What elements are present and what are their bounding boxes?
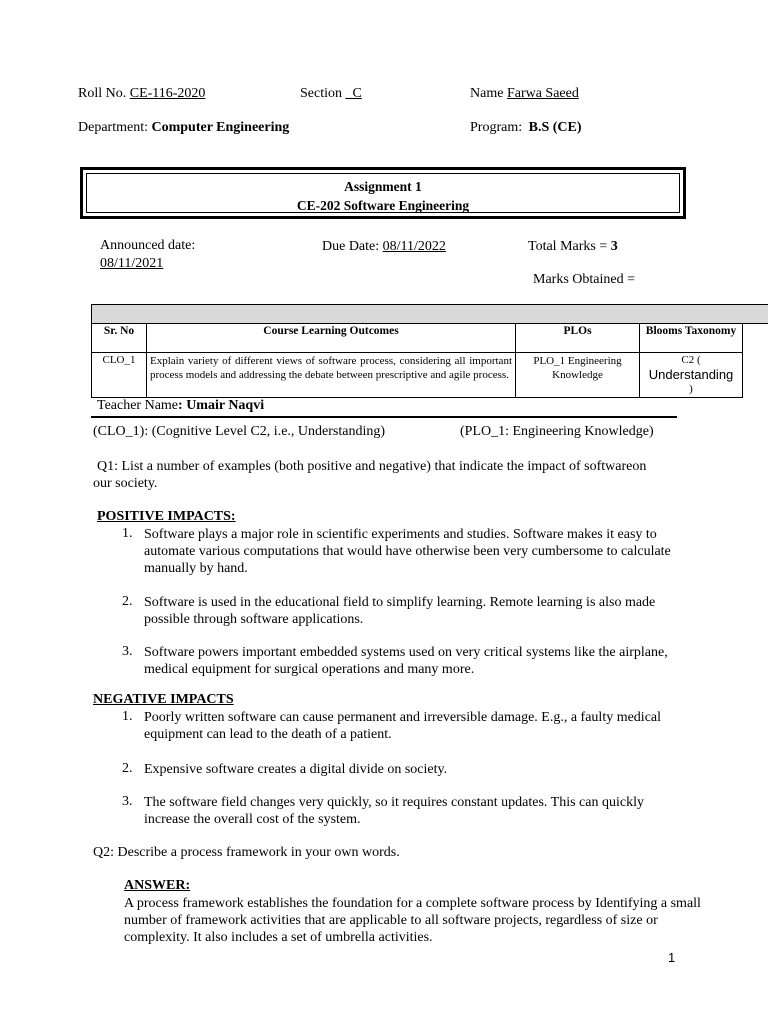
list-number: 2. bbox=[122, 594, 133, 609]
due-label: Due Date: bbox=[322, 239, 380, 254]
list-number: 2. bbox=[122, 761, 133, 776]
list-number: 3. bbox=[122, 794, 133, 809]
roll-label: Roll No. bbox=[78, 86, 127, 101]
roll-value: CE-116-2020 bbox=[129, 86, 206, 101]
question-1: Q1: List a number of examples (both positive and negative) that indicate the impact of softwareon our society. bbox=[93, 459, 647, 491]
header-sr-no: Sr. No bbox=[92, 324, 147, 353]
department-label: Department: bbox=[78, 120, 148, 135]
due-date bbox=[322, 239, 446, 255]
name-label: Name bbox=[470, 86, 504, 101]
total-label: Total Marks = bbox=[528, 239, 608, 254]
teacher-label: Teacher Name bbox=[97, 398, 179, 413]
course-title: CE-202 Software Engineering bbox=[296, 198, 470, 213]
negative-item-2: Expensive software creates a digital divide on society. bbox=[144, 762, 448, 777]
header-outcomes: Course Learning Outcomes bbox=[147, 324, 516, 353]
cell-outcome: Explain variety of different views of software process, considering all important process models and addressing the debate between prescriptive and agile process. bbox=[147, 353, 516, 398]
cell-sr: CLO_1 bbox=[92, 353, 147, 398]
department-value: Computer Engineering bbox=[151, 120, 290, 135]
cell-blooms bbox=[640, 353, 743, 398]
page-number: 1 bbox=[668, 950, 676, 965]
marks-obtained: Marks Obtained = bbox=[533, 272, 635, 287]
clo-table bbox=[91, 323, 743, 398]
program-value: B.S (CE) bbox=[528, 120, 582, 135]
teacher-rule bbox=[91, 416, 677, 418]
department bbox=[78, 120, 289, 136]
announced-label: Announced date: bbox=[100, 238, 196, 253]
total-marks bbox=[528, 239, 618, 255]
answer-text: A process framework establishes the foundation for a complete software process by Identifying a small number of framework activities that are applicable to all software projects, regardless of size or complexity. It also includes a set of umbrella activities. bbox=[124, 896, 701, 945]
blooms-b: Understanding bbox=[648, 367, 734, 382]
section-value: _C bbox=[345, 86, 362, 101]
plo-level: (PLO_1: Engineering Knowledge) bbox=[460, 424, 654, 439]
due-value: 08/11/2022 bbox=[382, 239, 446, 254]
positive-item-2: Software is used in the educational field to simplify learning. Remote learning is also made possible through software applications. bbox=[144, 595, 656, 627]
negative-heading: NEGATIVE IMPACTS bbox=[93, 692, 234, 707]
clo-level: (CLO_1): (Cognitive Level C2, i.e., Understanding) bbox=[93, 424, 385, 439]
program bbox=[470, 120, 582, 136]
positive-item-1: Software plays a major role in scientific experiments and studies. Software makes it easy to automate various computations that would have otherwise been very cumbersome to calculate manually by hand. bbox=[144, 527, 671, 576]
answer-heading: ANSWER: bbox=[124, 878, 191, 893]
teacher-name bbox=[97, 398, 264, 414]
program-label: Program: bbox=[470, 120, 523, 135]
assignment-title-inner bbox=[86, 173, 680, 213]
negative-item-3: The software field changes very quickly, so it requires constant updates. This can quickly increase the overall cost of the system. bbox=[144, 795, 644, 827]
cell-plo: PLO_1 Engineering Knowledge bbox=[516, 353, 640, 398]
total-value: 3 bbox=[610, 239, 618, 254]
question-2: Q2: Describe a process framework in your own words. bbox=[93, 845, 400, 860]
blooms-c: ) bbox=[689, 383, 693, 395]
list-number: 1. bbox=[122, 709, 133, 724]
table-gray-band bbox=[91, 304, 768, 324]
positive-item-3: Software powers important embedded systems used on very critical systems like the airplane, medical equipment for surgical operations and many more. bbox=[144, 645, 668, 677]
student-name bbox=[470, 86, 579, 102]
positive-heading: POSITIVE IMPACTS: bbox=[97, 509, 236, 524]
list-number: 1. bbox=[122, 526, 133, 541]
teacher-value: : Umair Naqvi bbox=[178, 398, 265, 413]
roll-number bbox=[78, 86, 205, 102]
header-plos: PLOs bbox=[516, 324, 640, 353]
section bbox=[300, 86, 362, 102]
name-value: Farwa Saeed bbox=[506, 86, 579, 101]
assignment-title-box bbox=[80, 167, 686, 219]
list-number: 3. bbox=[122, 644, 133, 659]
assignment-title: Assignment 1 bbox=[344, 179, 422, 194]
header-blooms: Blooms Taxonomy bbox=[640, 324, 743, 353]
announced-value: 08/11/2021 bbox=[100, 256, 164, 271]
blooms-a: C2 ( bbox=[681, 354, 701, 366]
section-label: Section bbox=[300, 86, 342, 101]
negative-item-1: Poorly written software can cause permanent and irreversible damage. E.g., a faulty medical equipment can lead to the death of a patient. bbox=[144, 710, 662, 742]
